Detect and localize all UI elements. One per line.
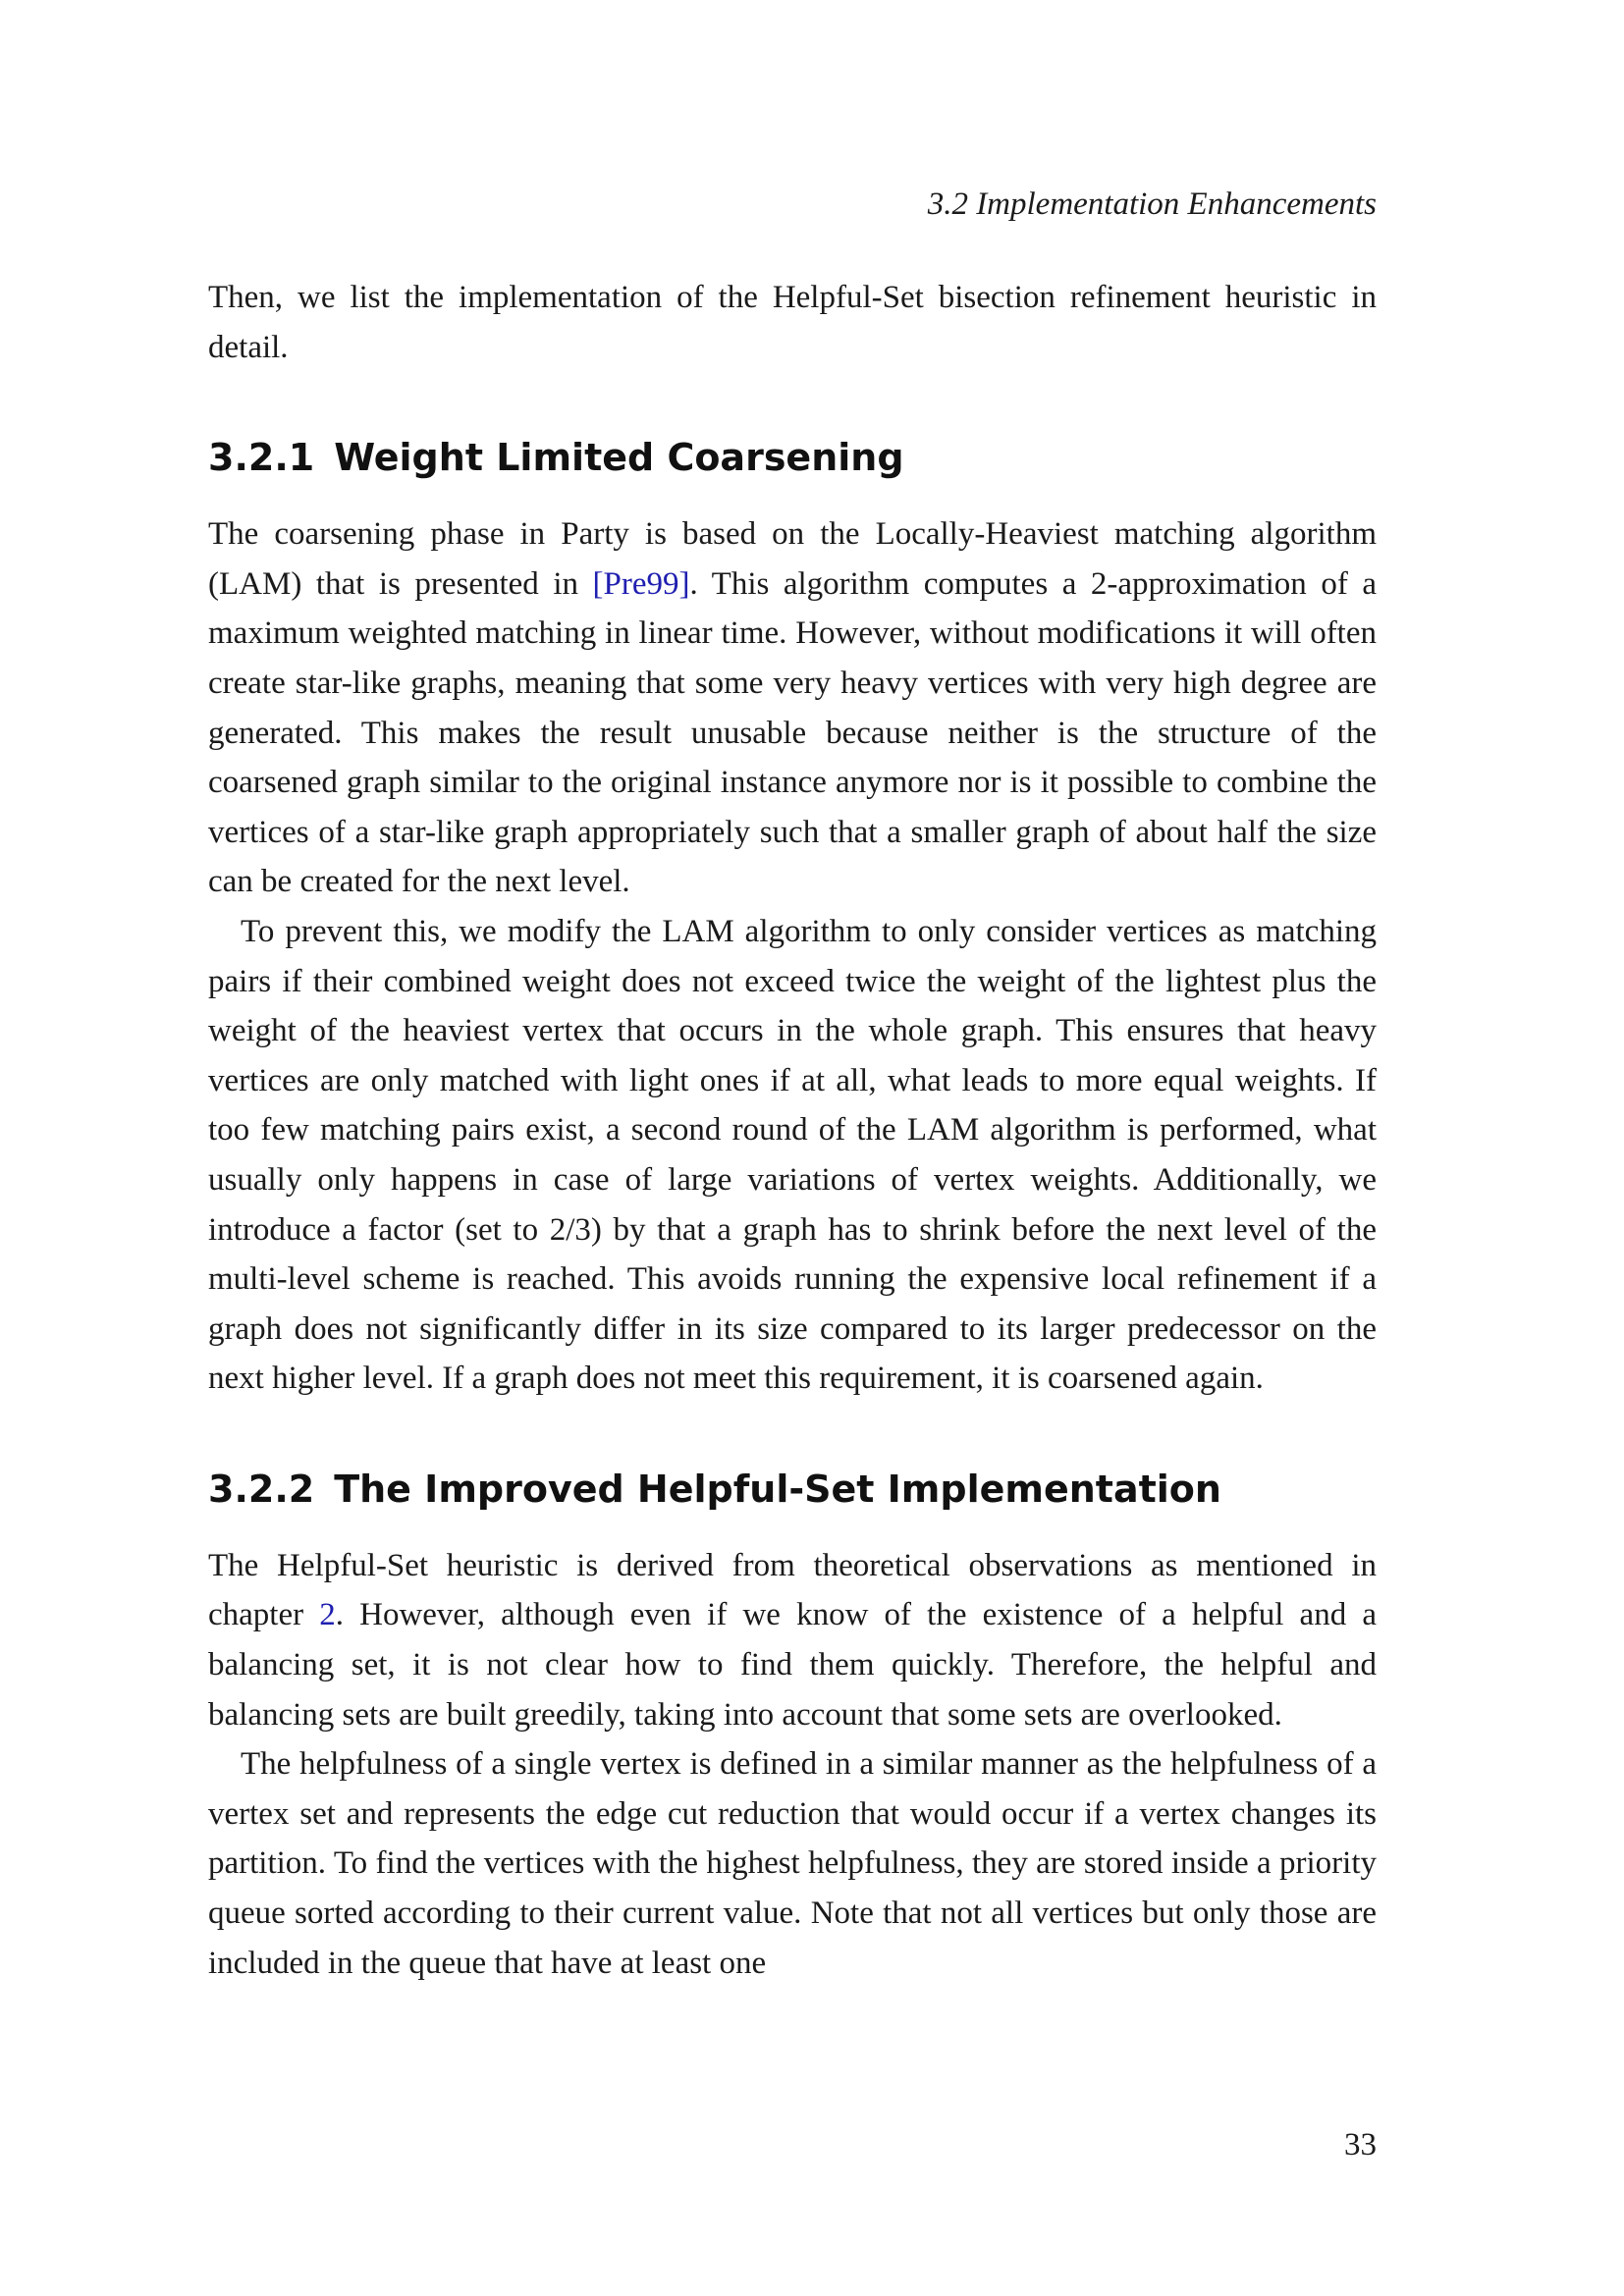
page-number: 33 [1344,2127,1377,2163]
section-title: Weight Limited Coarsening [334,436,904,480]
section-1-paragraph-2: To prevent this, we modify the LAM algorithm to only consider vertices as matching pairs if their combined weight does not exceed twice the weight of the lightest plus the weight of the heaviest vertex that occurs in the whole graph. This ensures that heavy vertices are only matched with light ones if at all, what leads to more equal weights. If too few matching pairs exist, a second round of the LAM algorithm is performed, what usually only happens in case of large variations of vertex weights. Additionally, we introduce a factor (set to 2/3) by that a graph has to shrink before the next level of the multi-level scheme is reached. This avoids running the expensive local refinement if a graph does not significantly differ in its size compared to its larger predecessor on the next higher level. If a graph does not meet this requirement, it is coarsened again. [208,913,1377,1397]
section-2-paragraph-2: The helpfulness of a single vertex is defined in a similar manner as the helpfulness of a vertex set and represents the edge cut reduction that would occur if a vertex changes its partition. To find the vertices with the highest helpfulness, they are stored inside a priority queue sorted according to their current value. Note that not all vertices but only those are included in the queue that have at least one [208,1746,1377,1981]
section-heading-3-2-2 [208,1465,1377,1514]
section-1-paragraph-1 [208,509,1377,907]
paragraph-text: . This algorithm computes a 2-approximation of a maximum weighted matching in linear time. However, without modifications it will often create star-like graphs, meaning that some very heavy vertices with very high degree are generated. This makes the result unusable because neither is the structure of the coarsened graph similar to the original instance anymore nor is it possible to combine the vertices of a star-like graph appropriately such that a smaller graph of about half the size can be created for the next level. [208,565,1377,900]
section-number: 3.2.2 [208,1467,315,1511]
section-heading-3-2-1 [208,433,1377,482]
intro-paragraph: Then, we list the implementation of the Helpful-Set bisection refinement heuristic in detail. [208,280,1377,365]
page-content [208,273,1377,1988]
paragraph-text: The coarsening phase in Party is based on the Locally-Heaviest matching algorithm (LAM) that is presented in [208,516,1377,602]
paragraph-text: The Helpful-Set heuristic is derived from theoretical observations as mentioned in chapter [208,1547,1377,1633]
section-2-paragraph-1 [208,1541,1377,1739]
chapter-reference-link[interactable]: 2 [319,1597,336,1633]
paragraph-text: . However, although even if we know of the existence of a helpful and a balancing set, it is not clear how to find them quickly. Therefore, the helpful and balancing sets are built greedily, taking into account that some sets are overlooked. [208,1597,1377,1733]
section-title: The Improved Helpful-Set Implementation [334,1467,1221,1511]
running-header: 3.2 Implementation Enhancements [927,187,1377,222]
citation-link[interactable]: [Pre99] [592,565,690,602]
section-number: 3.2.1 [208,436,315,480]
